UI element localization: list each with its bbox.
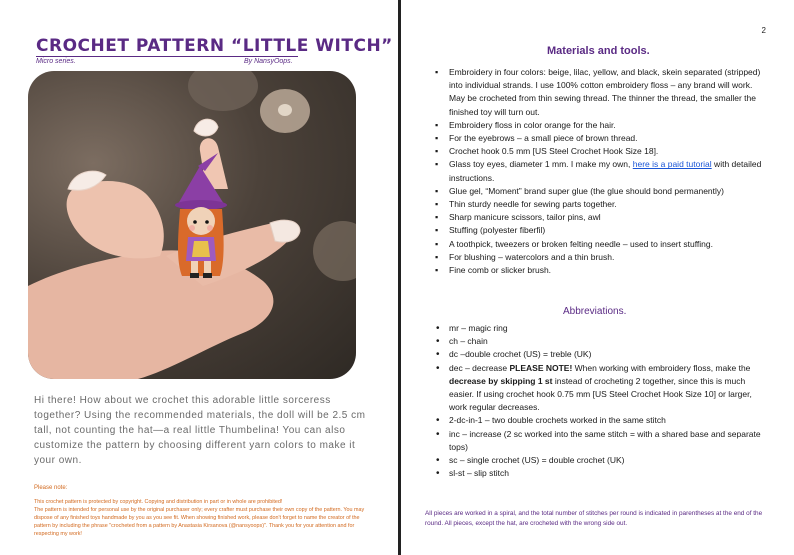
title-underline: [36, 56, 298, 57]
eyes-tail: with detailed instructions.: [449, 159, 762, 183]
list-item: • inc – increase (2 sc worked into the same stitch = with a shared base and separate tops): [435, 428, 765, 454]
list-item: ▪ Glue gel, “Moment” brand super glue (the glue should bond permanently): [435, 185, 765, 198]
dec-text: When working with embroidery floss, make the: [572, 362, 751, 373]
series-label: Micro series.: [36, 58, 76, 65]
list-item: ▪ Embroidery in four colors: beige, lilac, yellow, and black, skein separated (stripped) into individual strands. I use 100% cotton embroidery floss – any brand will work. May be crocheted from thin sewing thread. The thinner the thread, the smaller the finished toy will turn out.: [435, 66, 765, 119]
list-item: [435, 362, 765, 415]
dec-emphasis: decrease by skipping 1 st: [449, 375, 553, 386]
copyright-note: [34, 498, 370, 538]
author-label: By NansyOops.: [244, 58, 293, 65]
dec-text: dec – decrease: [449, 362, 510, 373]
note-line: This crochet pattern is protected by copyright. Copying and distribution in part or in whole are prohibited!: [34, 499, 283, 505]
list-item: ▪ Sharp manicure scissors, tailor pins, awl: [435, 211, 765, 224]
note-line: The pattern is intended for personal use by the original purchaser only; every crafter must purchase their own copy of the pattern. You may dispose of any finished toys handmade by you as you see fit. When showing finished work, please don't forget to name the creator of the pattern by including the phrase "crocheted from a pattern by Anastasia Kirsanova (@nansyoops)". Thank you for your attention and for respecting my work!: [34, 507, 365, 537]
materials-heading: Materials and tools.: [547, 45, 650, 57]
eyes-text: Glass toy eyes, diameter 1 mm. I make my own,: [449, 159, 633, 170]
list-item: • mr – magic ring: [435, 322, 765, 335]
list-item: • ch – chain: [435, 335, 765, 348]
dec-text: instead of crocheting 2 together, since this is much easier. If using crochet hook 0.75 mm [US Steel Crochet Hook Size 10] or larger, work regular decreases.: [449, 375, 752, 413]
list-item: [435, 158, 765, 184]
list-item: ▪ For the eyebrows – a small piece of brown thread.: [435, 132, 765, 145]
footer-note: All pieces are worked in a spiral, and the total number of stitches per round is indicated in parentheses at the end of the round. All pieces, except the hat, are crocheted with the wrong side out.: [425, 510, 763, 527]
list-item: ▪ Embroidery floss in color orange for the hair.: [435, 119, 765, 132]
list-item: ▪ Fine comb or slicker brush.: [435, 264, 765, 277]
list-item: ▪ Stuffing (polyester fiberfil): [435, 224, 765, 237]
list-item: • 2-dc-in-1 – two double crochets worked in the same stitch: [435, 414, 765, 427]
list-item: • sc – single crochet (US) = double crochet (UK): [435, 454, 765, 467]
list-item: ▪ Crochet hook 0.5 mm [US Steel Crochet Hook Size 18].: [435, 145, 765, 158]
list-item: • sl-st – slip stitch: [435, 467, 765, 480]
materials-list: [435, 66, 765, 277]
list-item: ▪ For blushing – watercolors and a thin brush.: [435, 251, 765, 264]
list-item: • dc –double crochet (US) = treble (UK): [435, 348, 765, 361]
list-item: ▪ Thin sturdy needle for sewing parts together.: [435, 198, 765, 211]
right-page: [401, 0, 794, 555]
abbreviations-heading: Abbreviations.: [563, 306, 627, 317]
paid-tutorial-link[interactable]: here is a paid tutorial: [632, 159, 712, 170]
abbreviations-list: [435, 322, 765, 480]
page-number: 2: [761, 26, 766, 35]
hand-and-doll-illustration: [28, 71, 356, 379]
list-item: ▪ A toothpick, tweezers or broken felting needle – used to insert stuffing.: [435, 238, 765, 251]
note-heading: Please note:: [34, 485, 68, 491]
doll-photo: [28, 71, 356, 379]
please-note: PLEASE NOTE!: [509, 362, 573, 373]
intro-paragraph: Hi there! How about we crochet this adorable little sorceress together? Using the recommended materials, the doll will be 2.5 cm tall, not counting the hat—a real little Thumbelina! You can also customize the pattern by choosing different yarn colors to make it your own.: [34, 395, 366, 466]
pattern-title: CROCHET PATTERN “LITTLE WITCH”: [36, 36, 393, 56]
